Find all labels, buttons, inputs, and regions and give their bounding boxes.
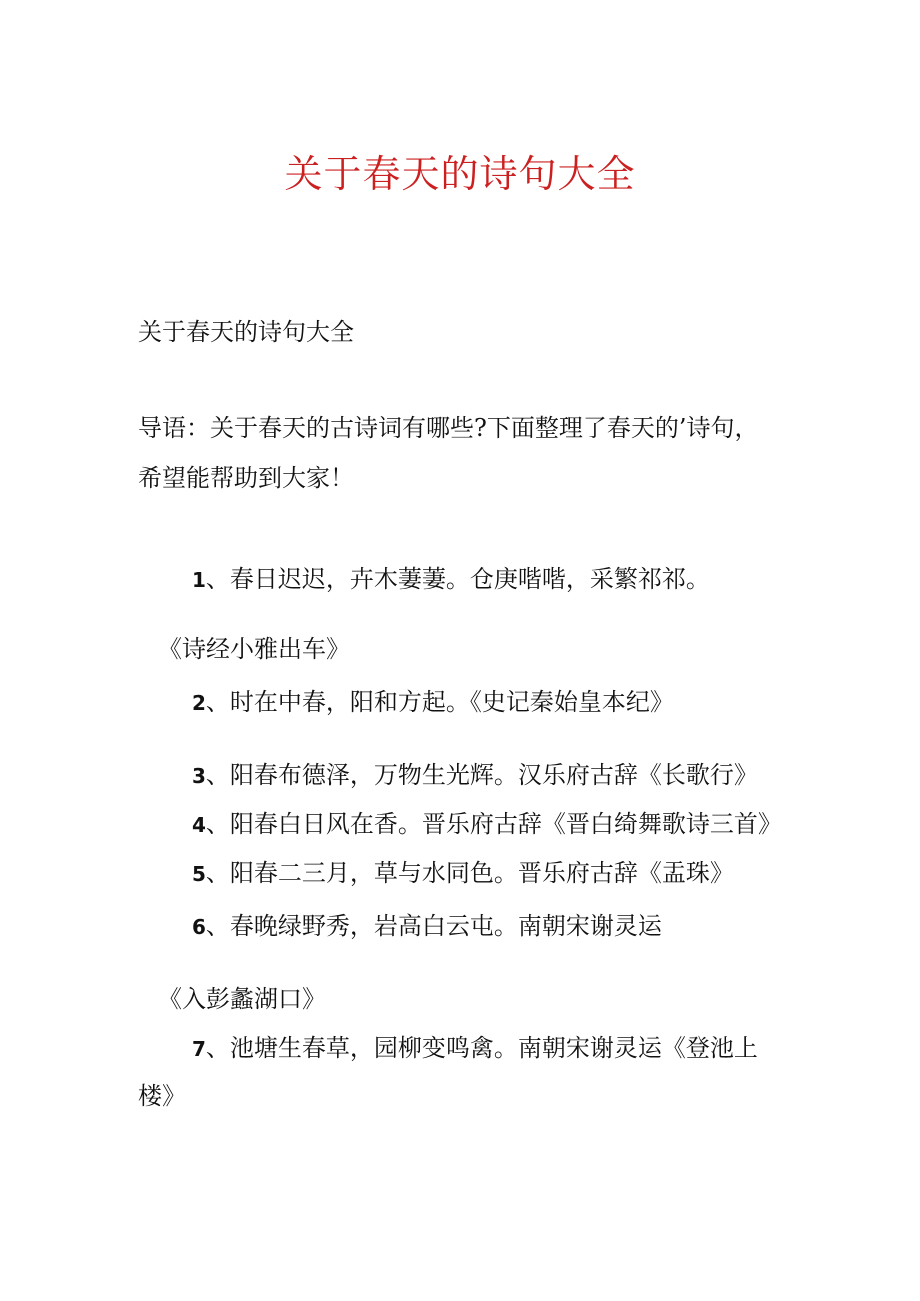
poem-number: 3 (192, 764, 206, 788)
poem-item-2 (192, 686, 674, 719)
intro-line-1: 导语：关于春天的古诗词有哪些?下面整理了春天的’诗句， (138, 414, 759, 442)
poem-text: 、阳春二三月，草与水同色。晋乐府古辞《盂珠》 (205, 859, 734, 887)
poem-number: 4 (192, 813, 206, 837)
poem-number: 1 (192, 568, 206, 592)
poem-number: 7 (192, 1037, 206, 1061)
poem-number: 5 (192, 862, 206, 886)
document-subtitle: 关于春天的诗句大全 (138, 318, 354, 346)
poem-item-7 (192, 1032, 758, 1065)
poem-text: 、春日迟迟，卉木萋萋。仓庚喈喈，采繁祁祁。 (205, 565, 710, 593)
poem-number: 6 (192, 915, 206, 939)
poem-item-1 (192, 563, 710, 596)
document-title: 关于春天的诗句大全 (284, 152, 636, 196)
poem-text: 、池塘生春草，园柳变鸣禽。南朝宋谢灵运《登池上 (205, 1034, 758, 1062)
poem-item-3 (192, 759, 758, 792)
poem-item-5 (192, 857, 734, 890)
poem-item-4 (192, 808, 782, 841)
intro-line-2: 希望能帮助到大家！ (138, 464, 354, 492)
poem-item-1-source: 《诗经小雅出车》 (158, 635, 350, 663)
poem-text: 、时在中春，阳和方起。《史记秦始皇本纪》 (205, 688, 674, 716)
poem-text: 、阳春布德泽，万物生光辉。汉乐府古辞《长歌行》 (205, 761, 758, 789)
poem-item-6 (192, 910, 662, 943)
poem-item-6-source: 《入彭蠡湖口》 (158, 985, 326, 1013)
poem-text: 、春晚绿野秀，岩高白云屯。南朝宋谢灵运 (205, 912, 662, 940)
poem-text: 、阳春白日风在香。晋乐府古辞《晋白绮舞歌诗三首》 (205, 810, 782, 838)
poem-number: 2 (192, 691, 206, 715)
poem-item-7-continuation: 楼》 (138, 1082, 186, 1110)
